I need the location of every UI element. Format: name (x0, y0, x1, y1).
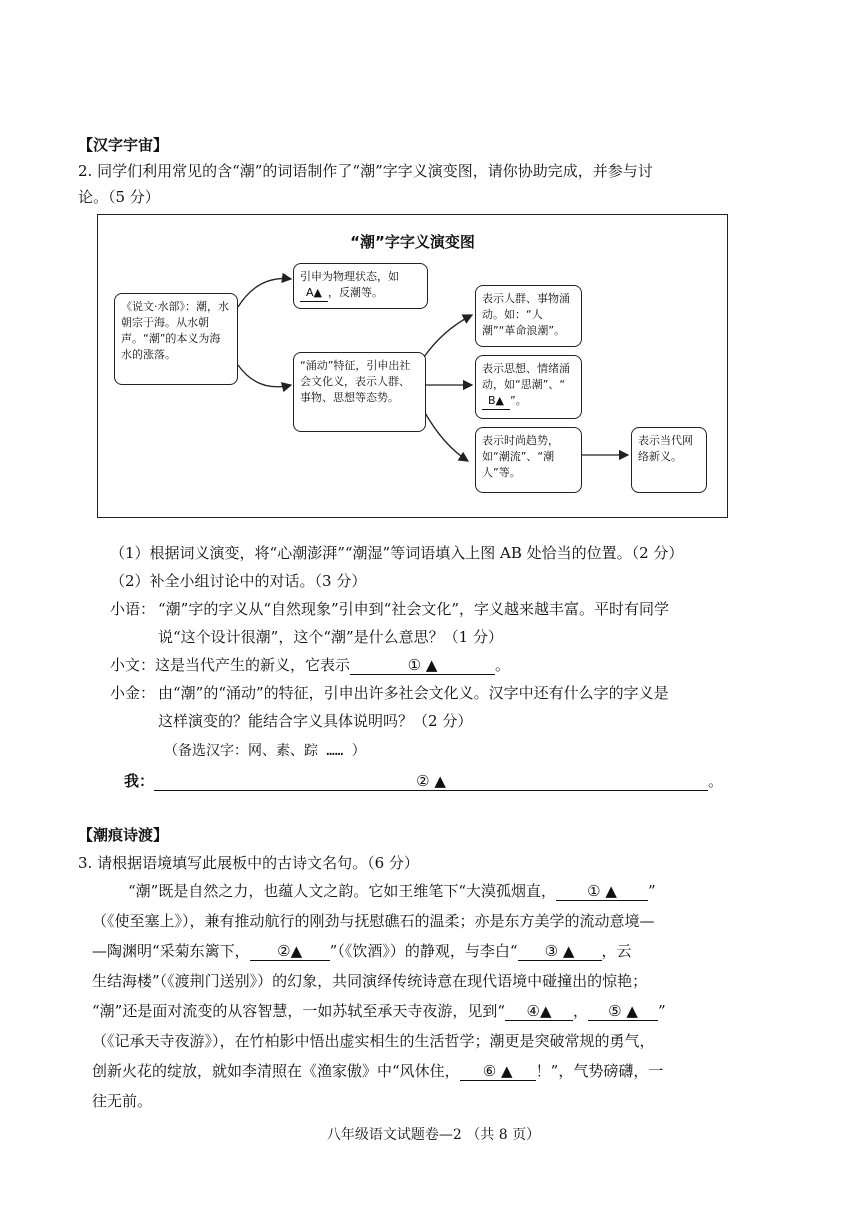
passage-line-1 (128, 876, 656, 906)
arrow-to-social (238, 365, 291, 387)
blank-b[interactable]: B▲ (482, 393, 510, 410)
passage-text: ！”，气势磅礴，一 (535, 1062, 664, 1080)
passage-text: （《使至塞上》），兼有推动航行的刚劲与抚慰礁石的温柔；亦是东方美学的流动意境— (92, 912, 655, 930)
passage-text: 往无前。 (92, 1092, 153, 1110)
passage-text: —陶渊明“采菊东篱下， (92, 942, 250, 960)
poem-blank-2[interactable]: ②▲ (250, 942, 330, 961)
thought-text-end: ”。 (510, 394, 527, 407)
candidate-characters: （备选汉字：网、素、踪 …… ） (164, 743, 366, 759)
passage-text: “潮”既是自然之力，也蕴人文之韵。它如王维笔下“大漠孤烟直， (128, 882, 557, 900)
wo-line (124, 770, 723, 791)
xiaoyu-label: 小语： (110, 600, 156, 618)
trend-box (475, 427, 582, 493)
blank-a[interactable]: A▲ (300, 285, 328, 302)
wo-label: 我： (124, 772, 155, 790)
arrow-to-crowd (424, 315, 472, 357)
crowd-box (475, 285, 582, 347)
evolution-diagram (97, 214, 728, 518)
trend-text: 表示时尚趋势，如“潮流”、“潮人”等。 (482, 434, 559, 479)
answer-blank-1[interactable]: ① ▲ (350, 656, 495, 675)
passage-text: 生结海楼”（《渡荆门送别》）的幻象，共同演绎传统诗意在现代语境中碰撞出的惊艳； (92, 972, 648, 990)
passage-text: ” (648, 882, 656, 900)
origin-box (114, 293, 238, 385)
answer-blank-2[interactable]: ② ▲ (154, 772, 708, 791)
xiaowen-text: 这是当代产生的新义，它表示 (155, 656, 351, 674)
passage-text: 创新火花的绽放，就如李清照在《渔家傲》中“风休住， (92, 1062, 460, 1080)
poem-blank-3[interactable]: ③ ▲ (518, 942, 602, 961)
question-2-line2: 论。（5 分） (78, 188, 160, 206)
thought-box (475, 355, 582, 419)
passage-line-2 (92, 906, 655, 936)
passage-text: ”（《饮酒》）的静观，与李白“ (329, 942, 518, 960)
xiaojin-label: 小金： (110, 684, 156, 702)
physical-text-end: ，反潮等。 (327, 286, 383, 299)
passage-text: ” (658, 1002, 666, 1020)
q2-part2: （2）补全小组讨论中的对话。（3 分） (110, 572, 367, 590)
poem-blank-6[interactable]: ⑥ ▲ (460, 1062, 536, 1081)
question-2-line1: 2. 同学们利用常见的含“潮”的词语制作了“潮”字字义演变图，请你协助完成，并参与讨 (78, 162, 653, 180)
social-text: “涌动”特征，引申出社会文化义，表示人群、事物、思想等态势。 (300, 359, 411, 404)
physical-box (293, 263, 428, 309)
modern-box (631, 427, 707, 493)
diagram-title: “潮”字字义演变图 (350, 233, 475, 251)
arrow-to-physical (238, 279, 291, 307)
xiaojin-line2: 这样演变的？能结合字义具体说明吗？（2 分） (158, 712, 473, 730)
passage-line-3 (92, 936, 632, 966)
section-title-hanzi: 【汉字宇宙】 (78, 136, 169, 154)
xiaowen-label: 小文： (110, 656, 156, 674)
passage-text: ， (573, 1002, 589, 1020)
page-footer: 八年级语文试题卷—2 （共 8 页） (326, 1127, 541, 1143)
passage-line-4 (92, 966, 647, 996)
poem-blank-1[interactable]: ① ▲ (556, 882, 648, 901)
origin-text: 《说文·水部》：潮，水朝宗于海。从水朝声。“潮”的本义为海水的涨落。 (121, 300, 229, 361)
xiaoyu-line2: 说“这个设计很潮”，这个“潮”是什么意思？（1 分） (158, 628, 503, 646)
q2-part1: （1）根据词义演变，将“心潮澎湃”“潮湿”等词语填入上图 AB 处恰当的位置。（2 分） (110, 544, 684, 562)
thought-text: 表示思想、情绪涌动，如“思潮”、“ (482, 362, 570, 391)
passage-text: （《记承天寺夜游》），在竹柏影中悟出虚实相生的生活哲学；潮更是突破常规的勇气， (92, 1032, 655, 1050)
xiaoyu-line1: “潮”字的字义从“自然现象”引申到“社会文化”，字义越来越丰富。平时有同学 (158, 600, 670, 618)
passage-text: “潮”还是面对流变的从容智慧，一如苏轼至承天寺夜游，见到“ (92, 1002, 506, 1020)
question-3: 3. 请根据语境填写此展板中的古诗文名句。（6 分） (78, 854, 419, 872)
arrow-to-trend (424, 411, 468, 461)
passage-text: ，云 (601, 942, 632, 960)
social-box (293, 352, 426, 432)
crowd-text: 表示人群、事物涌动。如：“人潮”“革命浪潮”。 (482, 292, 570, 337)
poem-blank-4[interactable]: ④▲ (505, 1002, 573, 1021)
passage-line-7 (92, 1056, 663, 1086)
xiaowen-end: 。 (495, 656, 511, 674)
poem-blank-5[interactable]: ⑤ ▲ (588, 1002, 658, 1021)
modern-text: 表示当代网络新义。 (638, 434, 693, 463)
passage-line-6 (92, 1026, 655, 1056)
xiaojin-line1: 由“潮”的“涌动”的特征，引申出许多社会文化义。汉字中还有什么字的字义是 (158, 684, 669, 702)
xiaowen-line (110, 654, 510, 675)
wo-end: 。 (708, 772, 724, 790)
passage-line-5 (92, 996, 666, 1026)
passage-line-8 (92, 1086, 152, 1116)
section-title-chaohen: 【潮痕诗渡】 (78, 826, 169, 844)
physical-text: 引申为物理状态，如 (300, 270, 399, 283)
